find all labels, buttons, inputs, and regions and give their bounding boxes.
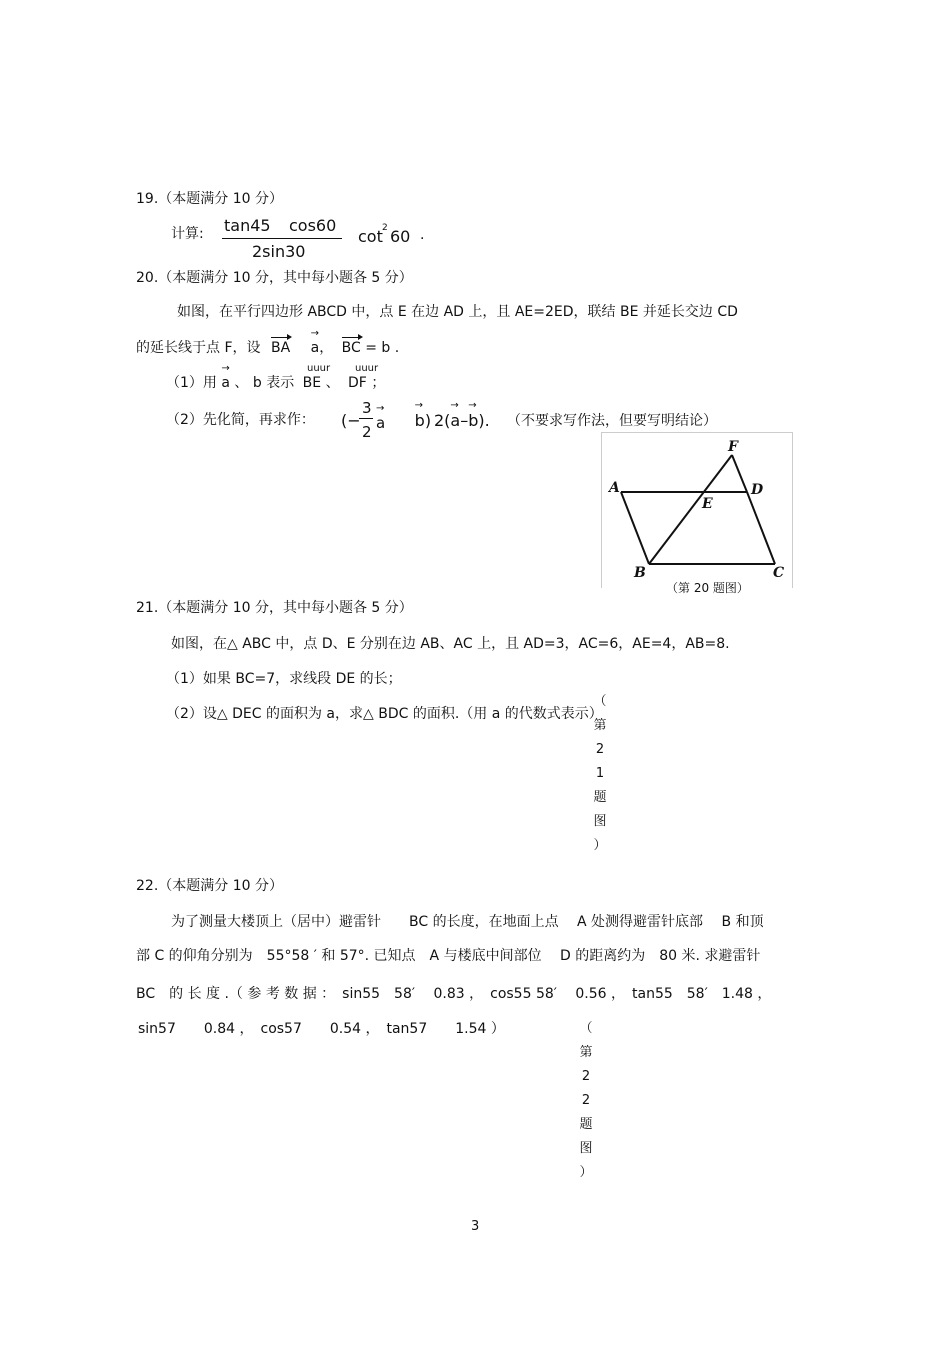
q22-title: 22.（本题满分 10 分）: [136, 878, 283, 894]
vector-a-part1: a →: [221, 376, 230, 390]
vector-df: DF: [348, 375, 367, 391]
q20-part1: [166, 376, 385, 390]
figure-20: [601, 432, 793, 588]
q20-part1-mid: 、 b 表示: [234, 375, 295, 391]
figure-21-caption-char: 2: [595, 742, 605, 757]
q20-line2: [136, 341, 399, 355]
q21-line1: 如图，在△ ABC 中，点 D、E 分别在边 AB、AC 上，且 AD=3，AC=6，AE=4，AB=8.: [171, 636, 730, 652]
q20-uuur-2: uuur: [355, 363, 379, 374]
figure-20-caption: （第 20 题图）: [666, 581, 749, 595]
q20-expr-two-text: 2(: [434, 411, 451, 430]
figure-21-caption-char: ）: [593, 838, 607, 853]
q20-expr-a: a →: [376, 416, 385, 431]
q20-expr-b: b) →: [415, 413, 431, 429]
vector-a: a →: [311, 341, 320, 355]
figure-21-caption-char: 1: [595, 766, 605, 781]
q20-semicolon: ；: [371, 375, 386, 391]
figure-22-caption-char: 图: [579, 1141, 593, 1156]
figure-22-caption-char: 2: [581, 1069, 591, 1084]
figure-22-caption-char: 2: [581, 1093, 591, 1108]
segment-ab: [621, 492, 649, 564]
q19-numerator-tan: tan45: [224, 216, 271, 235]
vector-be: BE: [302, 375, 322, 391]
q20-line2-text: 的延长线于点 F，设: [136, 340, 261, 356]
figure-22-caption-char: （: [579, 1021, 593, 1036]
q22-line2: 部 C 的仰角分别为 55°58 ′ 和 57°. 已知点 A 与楼底中间部位 D 的距离约为 80 米. 求避雷针: [136, 948, 761, 964]
q19-fraction-bar: [222, 238, 342, 239]
q19-title: 19.（本题满分 10 分）: [136, 191, 283, 207]
segment-bf: [649, 455, 732, 564]
point-c-label: C: [773, 565, 785, 581]
point-f-label: F: [728, 439, 738, 455]
vector-bc: BC: [341, 340, 361, 356]
q20-expr-close: ).: [478, 411, 490, 430]
point-a-label: A: [609, 480, 620, 496]
figure-22-caption-char: 第: [579, 1045, 593, 1060]
segment-fd: [732, 455, 747, 492]
figure-22-caption: [578, 1017, 594, 1185]
q20-sep: 、: [325, 375, 340, 391]
segment-dc: [747, 492, 775, 564]
q22-line3: BC 的 长 度 .（ 参 考 数 据 ： sin55 58′ 0.83 ， cos55 58′ 0.56 ， tan55 58′ 1.48 ，: [136, 986, 772, 1002]
q21-part1: （1）如果 BC=7，求线段 DE 的长；: [166, 671, 402, 687]
q19-cot: cot: [358, 227, 383, 246]
q19-calc-label: 计算:: [171, 226, 204, 242]
page-number: 3: [471, 1219, 480, 1234]
point-e-label: E: [702, 496, 713, 512]
q20-frac-num: 3: [362, 399, 372, 417]
q19-numerator-cos: cos60: [289, 216, 337, 235]
figure-22-caption-char: 题: [579, 1117, 593, 1132]
figure-20-diagram: [602, 433, 792, 588]
q19-cot-value: 60: [390, 227, 411, 246]
q20-frac-bar: [359, 418, 373, 419]
q19-cot-exponent: 2: [382, 223, 388, 233]
figure-21-caption-char: 图: [593, 814, 607, 829]
q20-comma: ，: [319, 340, 334, 356]
point-d-label: D: [751, 482, 764, 498]
q20-expr-open: (−: [341, 411, 361, 430]
figure-21-caption-char: 第: [593, 718, 607, 733]
vector-ba: BA: [270, 340, 291, 356]
q20-expr-minus: –: [460, 411, 469, 430]
q20-title: 20.（本题满分 10 分，其中每小题各 5 分）: [136, 270, 413, 286]
figure-22-caption-char: ）: [579, 1165, 593, 1180]
figure-21-caption-char: 题: [593, 790, 607, 805]
q20-part2-pre: （2）先化简，再求作：: [166, 412, 315, 428]
q20-eq-b: = b .: [365, 340, 400, 356]
q20-uuur-1: uuur: [307, 363, 331, 374]
q20-expr-two: [434, 413, 490, 429]
figure-21-caption-char: （: [593, 694, 607, 709]
q20-frac-den: 2: [362, 423, 372, 441]
q22-line1: 为了测量大楼顶上（居中）避雷针 BC 的长度，在地面上点 A 处测得避雷针底部 B 和顶: [171, 914, 764, 930]
figure-21-caption: [592, 690, 608, 858]
q20-expr-b2: b →: [468, 413, 478, 429]
q21-part2: （2）设△ DEC 的面积为 a，求△ BDC 的面积.（用 a 的代数式表示）: [166, 706, 603, 722]
point-b-label: B: [634, 565, 646, 581]
q20-part2-note: （不要求写作法，但要写明结论）: [507, 413, 717, 429]
q20-expr-a2: a →: [450, 413, 460, 429]
q20-part1-pre: （1）用: [166, 375, 217, 391]
q19-denominator: 2sin30: [252, 242, 306, 261]
q21-title: 21.（本题满分 10 分，其中每小题各 5 分）: [136, 600, 413, 616]
q19-dot: .: [420, 227, 425, 243]
q20-line1: 如图，在平行四边形 ABCD 中，点 E 在边 AD 上，且 AE=2ED，联结 BE 并延长交边 CD: [177, 304, 738, 320]
q22-line4: sin57 0.84 ， cos57 0.54 ， tan57 1.54 ）: [138, 1021, 505, 1037]
